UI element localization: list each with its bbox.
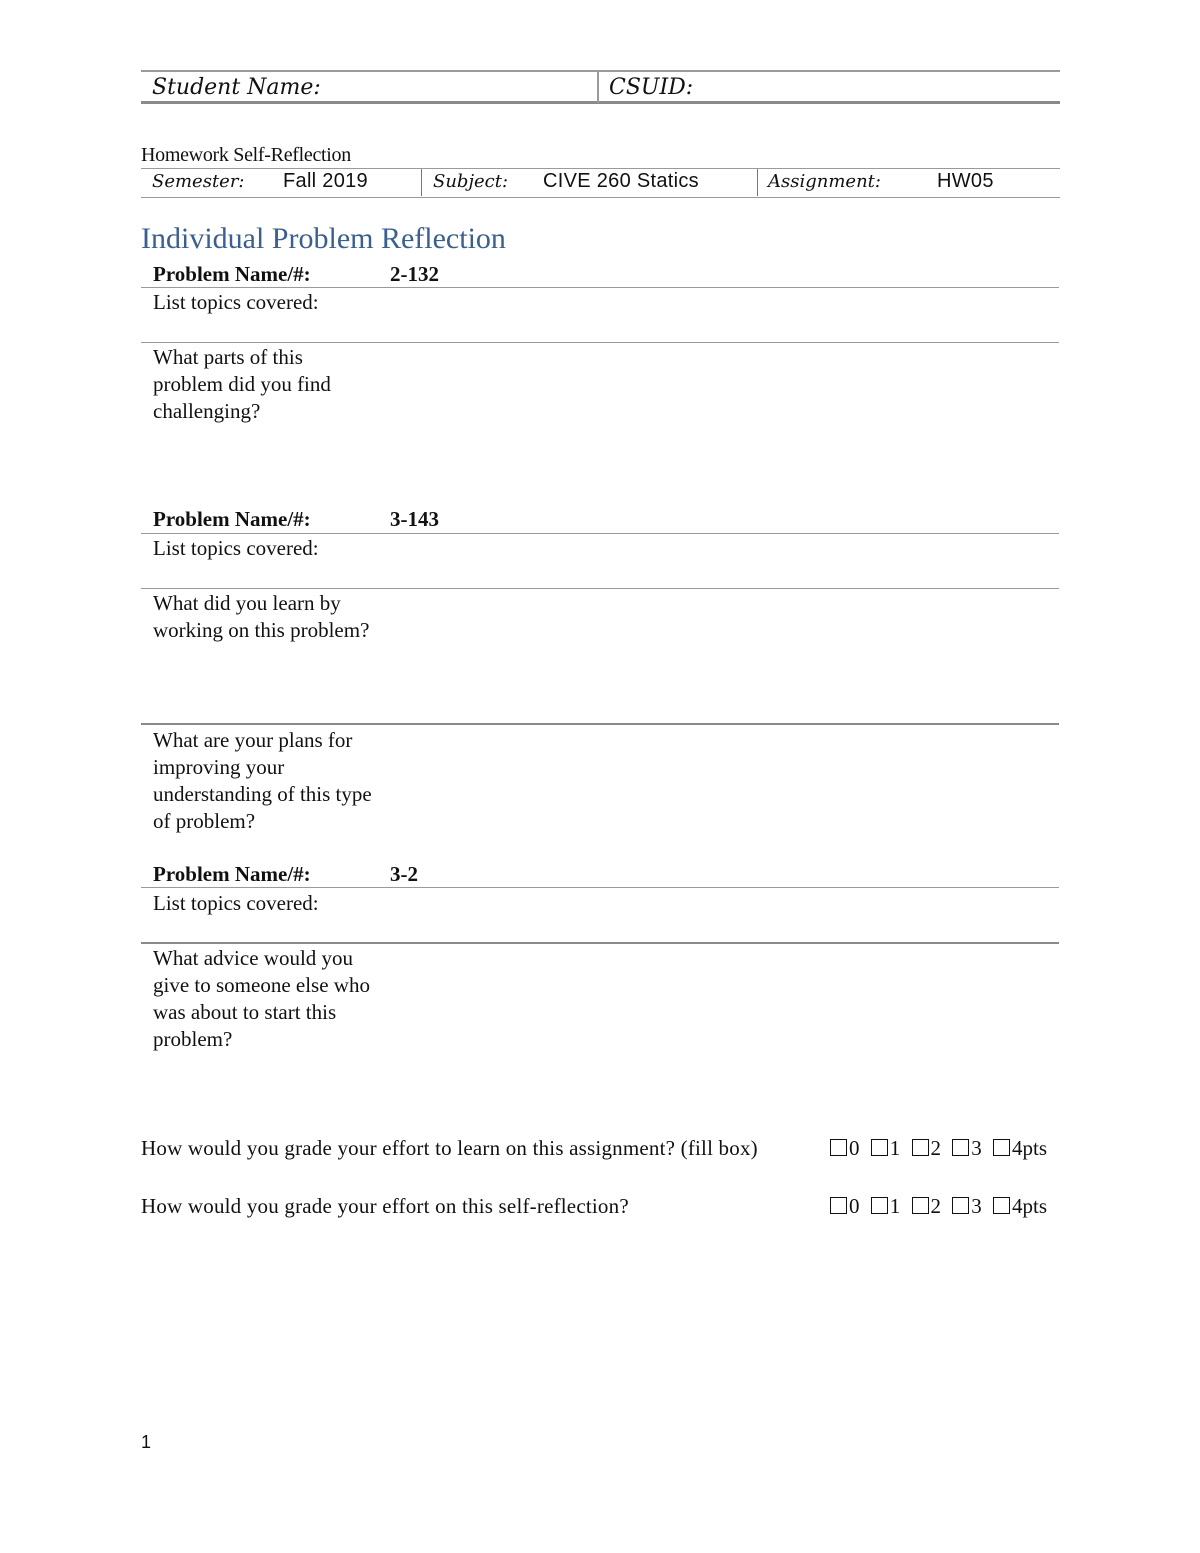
problem-name-label: Problem Name/#: [153,862,311,886]
question-topics: List topics covered: [153,290,319,314]
checkbox-icon[interactable] [830,1197,847,1214]
question-topics: List topics covered: [153,536,319,560]
grade-option[interactable]: 0 [830,1194,860,1219]
csuid-label: CSUID: [609,75,694,100]
grade-options-assignment [830,1136,1047,1161]
question-challenging: What parts of this problem did you find challenging? [153,345,331,423]
meta-divider [421,169,422,196]
meta-divider [757,169,758,196]
problem-name-value: 3-2 [390,862,418,886]
grade-option[interactable]: 4pts [993,1194,1047,1219]
grade-option[interactable]: 1 [871,1194,901,1219]
checkbox-icon[interactable] [830,1139,847,1156]
problem-name-label: Problem Name/#: [153,262,311,286]
id-divider [597,72,599,103]
checkbox-icon[interactable] [993,1139,1010,1156]
doc-title: Homework Self-Reflection [141,144,351,166]
row-divider [141,533,1059,534]
grade-option[interactable]: 2 [912,1194,942,1219]
grade-option[interactable]: 3 [952,1136,982,1161]
question-advice: What advice would you give to someone else who was about to start this problem? [153,946,370,1051]
row-divider [141,588,1059,589]
problem-name-value: 2-132 [390,262,439,286]
grade-question-assignment: How would you grade your effort to learn on this assignment? (fill box) [141,1136,758,1160]
checkbox-icon[interactable] [912,1197,929,1214]
question-learned: What did you learn by working on this problem? [153,591,370,642]
checkbox-icon[interactable] [952,1139,969,1156]
checkbox-icon[interactable] [912,1139,929,1156]
question-topics: List topics covered: [153,891,319,915]
grade-question-reflection: How would you grade your effort on this self-reflection? [141,1194,629,1218]
grade-options-reflection [830,1194,1047,1219]
assignment-value: HW05 [937,170,994,192]
checkbox-icon[interactable] [993,1197,1010,1214]
problem-name-value: 3-143 [390,507,439,531]
row-divider [141,287,1059,288]
page-number: 1 [141,1432,152,1452]
semester-label: Semester: [152,171,245,192]
checkbox-icon[interactable] [871,1139,888,1156]
row-divider [141,942,1059,944]
subject-label: Subject: [433,171,509,192]
problem-name-label: Problem Name/#: [153,507,311,531]
student-name-label: Student Name: [152,75,321,100]
meta-table [141,168,1060,198]
checkbox-icon[interactable] [952,1197,969,1214]
checkbox-icon[interactable] [871,1197,888,1214]
semester-value: Fall 2019 [283,170,368,192]
subject-value: CIVE 260 Statics [543,170,699,192]
row-divider [141,887,1059,888]
row-divider [141,342,1059,343]
section-heading: Individual Problem Reflection [141,222,506,255]
grade-option[interactable]: 0 [830,1136,860,1161]
question-plans: What are your plans for improving your understanding of this type of problem? [153,728,372,833]
assignment-label: Assignment: [768,171,881,192]
student-id-table [141,70,1060,104]
grade-option[interactable]: 1 [871,1136,901,1161]
grade-option[interactable]: 3 [952,1194,982,1219]
grade-option[interactable]: 2 [912,1136,942,1161]
row-divider [141,723,1059,725]
grade-option[interactable]: 4pts [993,1136,1047,1161]
